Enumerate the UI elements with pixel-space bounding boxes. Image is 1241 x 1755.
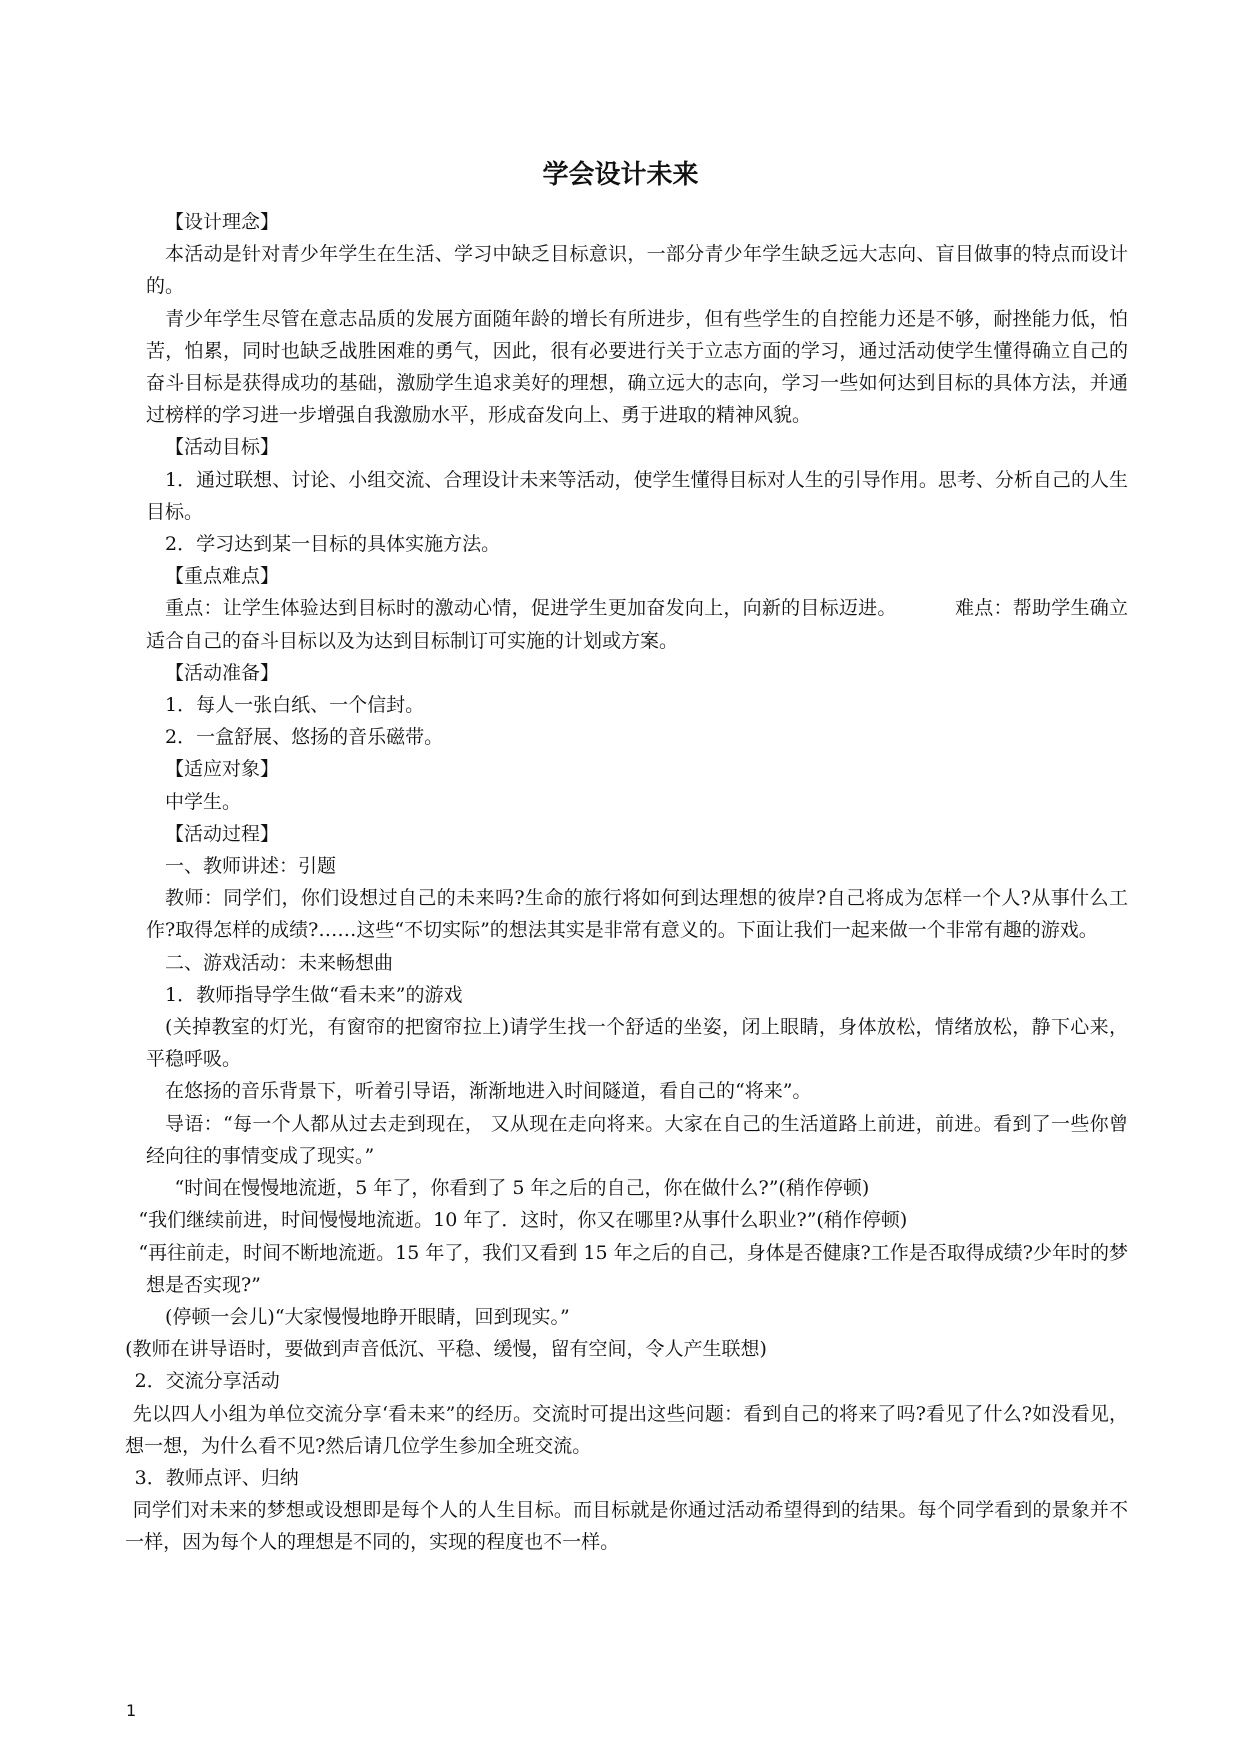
document-title: 学会设计未来 [542,160,699,190]
paragraph: 同学们对未来的梦想或设想即是每个人的人生目标。而目标就是你通过活动希望得到的结果。每个同学看到的景象并不一样，因为每个人的理想是不同的，实现的程度也不一样。 [125,1499,1128,1554]
list-item: 1．通过联想、讨论、小组交流、合理设计未来等活动，使学生懂得目标对人生的引导作用。思考、分析自己的人生目标。 [146,468,1128,523]
list-item: 2．一盒舒展、悠扬的音乐磁带。 [165,726,444,749]
list-item: 2．学习达到某一目标的具体实施方法。 [165,533,501,556]
section-heading-goals: 【活动目标】 [165,436,280,459]
section-heading-preparation: 【活动准备】 [165,661,280,684]
section-heading-process: 【活动过程】 [165,822,280,845]
difficulty-text: 难点：帮助学生确立适合自己的奋斗目标以及为达到目标制订可实施的计划或方案。 [146,597,1128,652]
paragraph: 在悠扬的音乐背景下，听着引导语，渐渐地进入时间隧道，看自己的“将来”。 [165,1080,812,1103]
paragraph: (教师在讲导语时，要做到声音低沉、平稳、缓慢，留有空间，令人产生联想) [125,1338,767,1361]
paragraph: 导语：“每一个人都从过去走到现在， 又从现在走向将来。大家在自己的生活道路上前进，前进。看到了一些你曾经向往的事情变成了现实。” [146,1112,1128,1167]
subsection-title: 二、游戏活动：未来畅想曲 [165,951,394,974]
paragraph: “我们继续前进，时间慢慢地流逝。10 年了．这时，你又在哪里?从事什么职业?”(稍作停顿) [138,1209,908,1232]
list-item: 1．每人一张白纸、一个信封。 [165,694,425,717]
paragraph: 青少年学生尽管在意志品质的发展方面随年龄的增长有所进步，但有些学生的自控能力还是不够，耐挫能力低，怕苦，怕累，同时也缺乏战胜困难的勇气，因此，很有必要进行关于立志方面的学习，通过活动使学生懂得确立自己的奋斗目标是获得成功的基础，激励学生追求美好的理想，确立远大的志向，学习一些如何达到目标的具体方法，并通过榜样的学习进一步增强自我激励水平，形成奋发向上、勇于进取的精神风貌。 [146,307,1128,427]
paragraph: (关掉教室的灯光，有窗帘的把窗帘拉上)请学生找一个舒适的坐姿，闭上眼睛，身体放松，情绪放松，静下心来，平稳呼吸。 [146,1016,1128,1071]
step-title: 3．教师点评、归纳 [134,1466,299,1489]
subsection-title: 一、教师讲述：引题 [165,855,337,878]
document-body [125,206,1128,1559]
paragraph: “时间在慢慢地流逝，5 年了，你看到了 5 年之后的自己，你在做什么?”(稍作停顿) [174,1177,870,1200]
section-heading-design-concept: 【设计理念】 [165,211,280,233]
key-point-text: 重点：让学生体验达到目标时的激动心情，促进学生更加奋发向上，向新的目标迈进。 [165,597,897,620]
paragraph: (停顿一会儿)“大家慢慢地睁开眼睛，回到现实。” [165,1305,570,1328]
step-title: 1．教师指导学生做“看未来”的游戏 [165,983,463,1006]
paragraph: 先以四人小组为单位交流分享‘看未来”的经历。交流时可提出这些问题：看到自己的将来了吗?看见了什么?如没看见，想一想，为什么看不见?然后请几位学生参加全班交流。 [125,1402,1128,1457]
section-heading-key-points: 【重点难点】 [165,565,280,588]
page-number: 1 [126,1701,137,1720]
step-title: 2．交流分享活动 [134,1370,280,1393]
section-heading-audience: 【适应对象】 [165,758,280,781]
paragraph: 中学生。 [165,790,242,813]
paragraph: 教师：同学们，你们设想过自己的未来吗?生命的旅行将如何到达理想的彼岸?自己将成为怎样一个人?从事什么工作?取得怎样的成绩?……这些“不切实际”的想法其实是非常有意义的。下面让我们一起来做一个非常有趣的游戏。 [146,887,1128,942]
paragraph [146,592,1128,656]
paragraph: 本活动是针对青少年学生在生活、学习中缺乏目标意识，一部分青少年学生缺乏远大志向、盲目做事的特点而设计的。 [146,243,1128,298]
paragraph: “再往前走，时间不断地流逝。15 年了，我们又看到 15 年之后的自己，身体是否健康?工作是否取得成绩?少年时的梦想是否实现?” [138,1241,1128,1296]
